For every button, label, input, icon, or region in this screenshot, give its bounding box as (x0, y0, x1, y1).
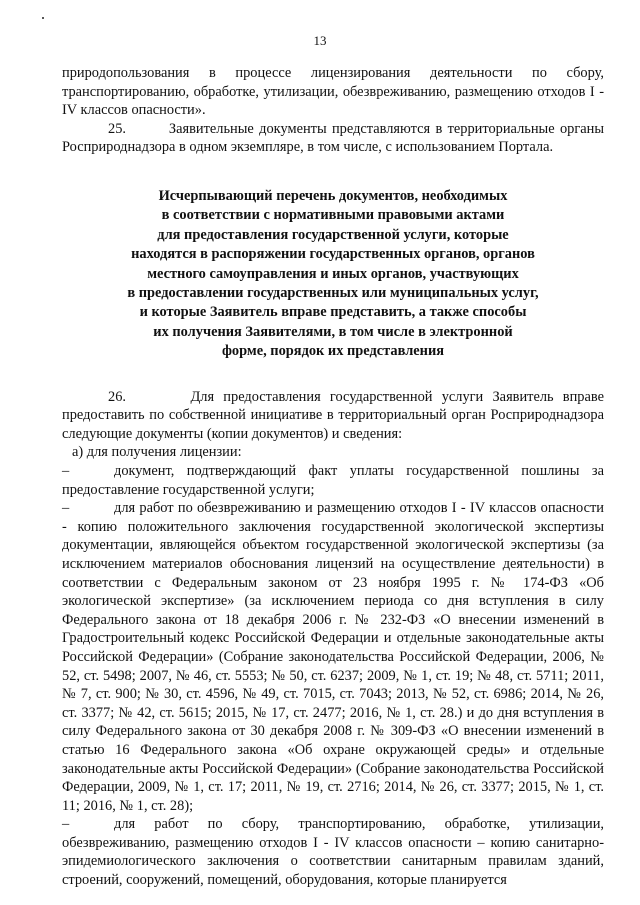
dash-item (62, 499, 604, 815)
heading-line: в предоставлении государственных или муниципальных услуг, (127, 285, 539, 301)
heading-line: для предоставления государственной услуги, которые (157, 226, 509, 243)
heading-line: и которые Заявитель вправе представить, а также способы (139, 304, 527, 321)
dash-marker: – (62, 463, 70, 479)
scan-speck (42, 17, 44, 19)
dash-marker: – (62, 816, 70, 833)
dash-item-text: для работ по обезвреживанию и размещению отходов I - IV классов опасности - копию положительного заключения государственной экологической экспертизы документации, являющейся объектом государственной экологической экспертизы (за исключением материалов обоснования лицензий на осуществление деятельности) в соответствии с Федеральным законом от 23 ноября 1995 г. № 174-ФЗ «Об экологической экспертизе» (за исключением периода со дня вступления в силу Федерального закона от 18 декабря 2006 г. № 232-ФЗ «О внесении изменений в Градостроительный кодекс Российской Федерации и отдельные законодательные акты Российской Федерации» (Собрание законодательства Российской Федерации, 2006, № 52, ст. 5498; 2007, № 46, ст. 5553; № 50, ст. 6237; 2009, № 1, ст. 19; № 48, ст. 5711; 2011, № 7, ст. 900; № 30, ст. 4596, № 49, ст. 7015, ст. 7043; 2013, № 52, ст. 6986; 2014, № 26, ст. 3377; № 42, ст. 5615; 2015, № 17, ст. 2477; 2016, № 1, ст. 28.) и до дня вступления в силу Федерального закона от 30 декабря 2008 г. № 309-ФЗ «О внесении изменений в статью 16 Федерального закона «Об охране окружающей среды» и отдельные законодательные акты Российской Федерации» (Собрание законодательства Российской Федерации, 2009, № 1, ст. 17; 2011, № 19, ст. 2716; 2014, № 26, ст. 3377; 2015, № 1, ст. 11; 2016, № 1, ст. 28); (62, 500, 604, 814)
heading-line: Исчерпывающий перечень документов, необходимых (158, 187, 508, 204)
heading-line: местного самоуправления и иных органов, участвующих (147, 265, 519, 282)
heading-line: находятся в распоряжении государственных органов, органов (131, 246, 535, 263)
dash-marker: – (62, 500, 70, 517)
section-heading (62, 187, 604, 362)
paragraph-25: 25. Заявительные документы представляются в территориальные органы Росприроднадзора в одном экземпляре, в том числе, с использованием Портала. (62, 120, 604, 156)
paragraph-continuation: природопользования в процессе лицензирования деятельности по сбору, транспортированию, обработке, утилизации, обезвреживанию, размещению отходов I - IV классов опасности». (62, 65, 604, 119)
dash-item (62, 815, 604, 889)
page-number: 13 (313, 33, 327, 48)
heading-line: в соответствии с нормативными правовыми актами (161, 207, 505, 224)
document-body (62, 64, 604, 890)
heading-line: форме, порядок их представления (221, 343, 445, 360)
paragraph-26: 26. Для предоставления государственной услуги Заявитель вправе предоставить по собственной инициативе в территориальный орган Росприроднадзора следующие документы (копии документов) и сведения: (62, 388, 604, 442)
dash-item-text: для работ по сбору, транспортированию, обработке, утилизации, обезвреживанию, размещению отходов I - IV классов опасности – копию санитарно-эпидемиологического заключения о соответствии санитарным правилам зданий, строений, сооружений, помещений, оборудования, которые планируется (62, 816, 604, 889)
subitem-a: а) для получения лицензии: (72, 444, 242, 461)
dash-item-text: документ, подтверждающий факт уплаты государственной пошлины за предоставление государственной услуги; (62, 463, 604, 498)
heading-line: их получения Заявителями, в том числе в электронной (153, 323, 513, 340)
dash-item (62, 462, 604, 499)
